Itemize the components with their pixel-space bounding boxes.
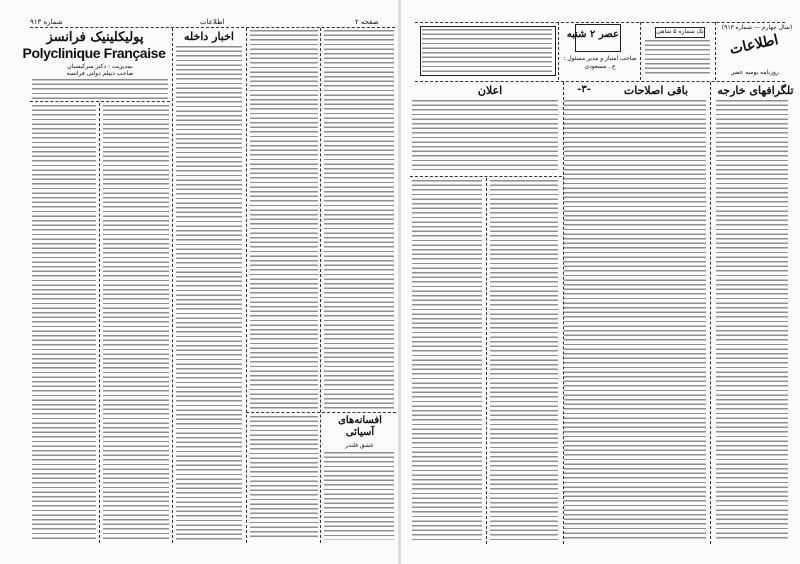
- page-label: صفحه ۲: [355, 18, 379, 26]
- foreign-telegrams-headline: تلگرافهای خارجه: [717, 84, 794, 97]
- asian-tales-subtitle: عشق قلندر: [345, 442, 374, 449]
- logo: اطلاعات: [728, 32, 780, 58]
- divider: [30, 27, 395, 28]
- publisher: صاحب امتیاز و مدیر مسئول : ع . مسعودی: [563, 55, 637, 70]
- domestic-news-headline: اخبار داخله: [184, 30, 234, 43]
- reforms-part: -۳-: [577, 84, 591, 95]
- polyclinic-subtitle: صاحب دیپلم دولتی فرانسه: [66, 70, 134, 77]
- polyclinic-title-fa: پولیکلینیک فرانسز: [46, 30, 144, 45]
- asian-tales-headline: افسانه‌های آسیائی: [338, 415, 382, 438]
- year-issue: (سال چهارم — شماره ۹۱۳): [721, 24, 793, 31]
- reforms-headline: باقی اصلاحات: [623, 84, 689, 97]
- page-fold: [398, 0, 401, 564]
- day-title: عصر ۲ شنبه: [566, 29, 619, 40]
- issue-label: شماره ۹۱۳: [30, 18, 63, 26]
- polyclinic-title-fr: Polyclinique Française: [22, 45, 166, 61]
- paper-name: اطلاعات: [200, 18, 225, 26]
- price-box-title: تک شماره ۵ شاهی: [656, 28, 704, 35]
- polyclinic-director: بمدیریت : دکتر سرکیسیان: [67, 63, 133, 70]
- tagline: روزنامه یومیه عصر: [731, 69, 779, 76]
- announcement-headline: اعلان: [477, 84, 503, 97]
